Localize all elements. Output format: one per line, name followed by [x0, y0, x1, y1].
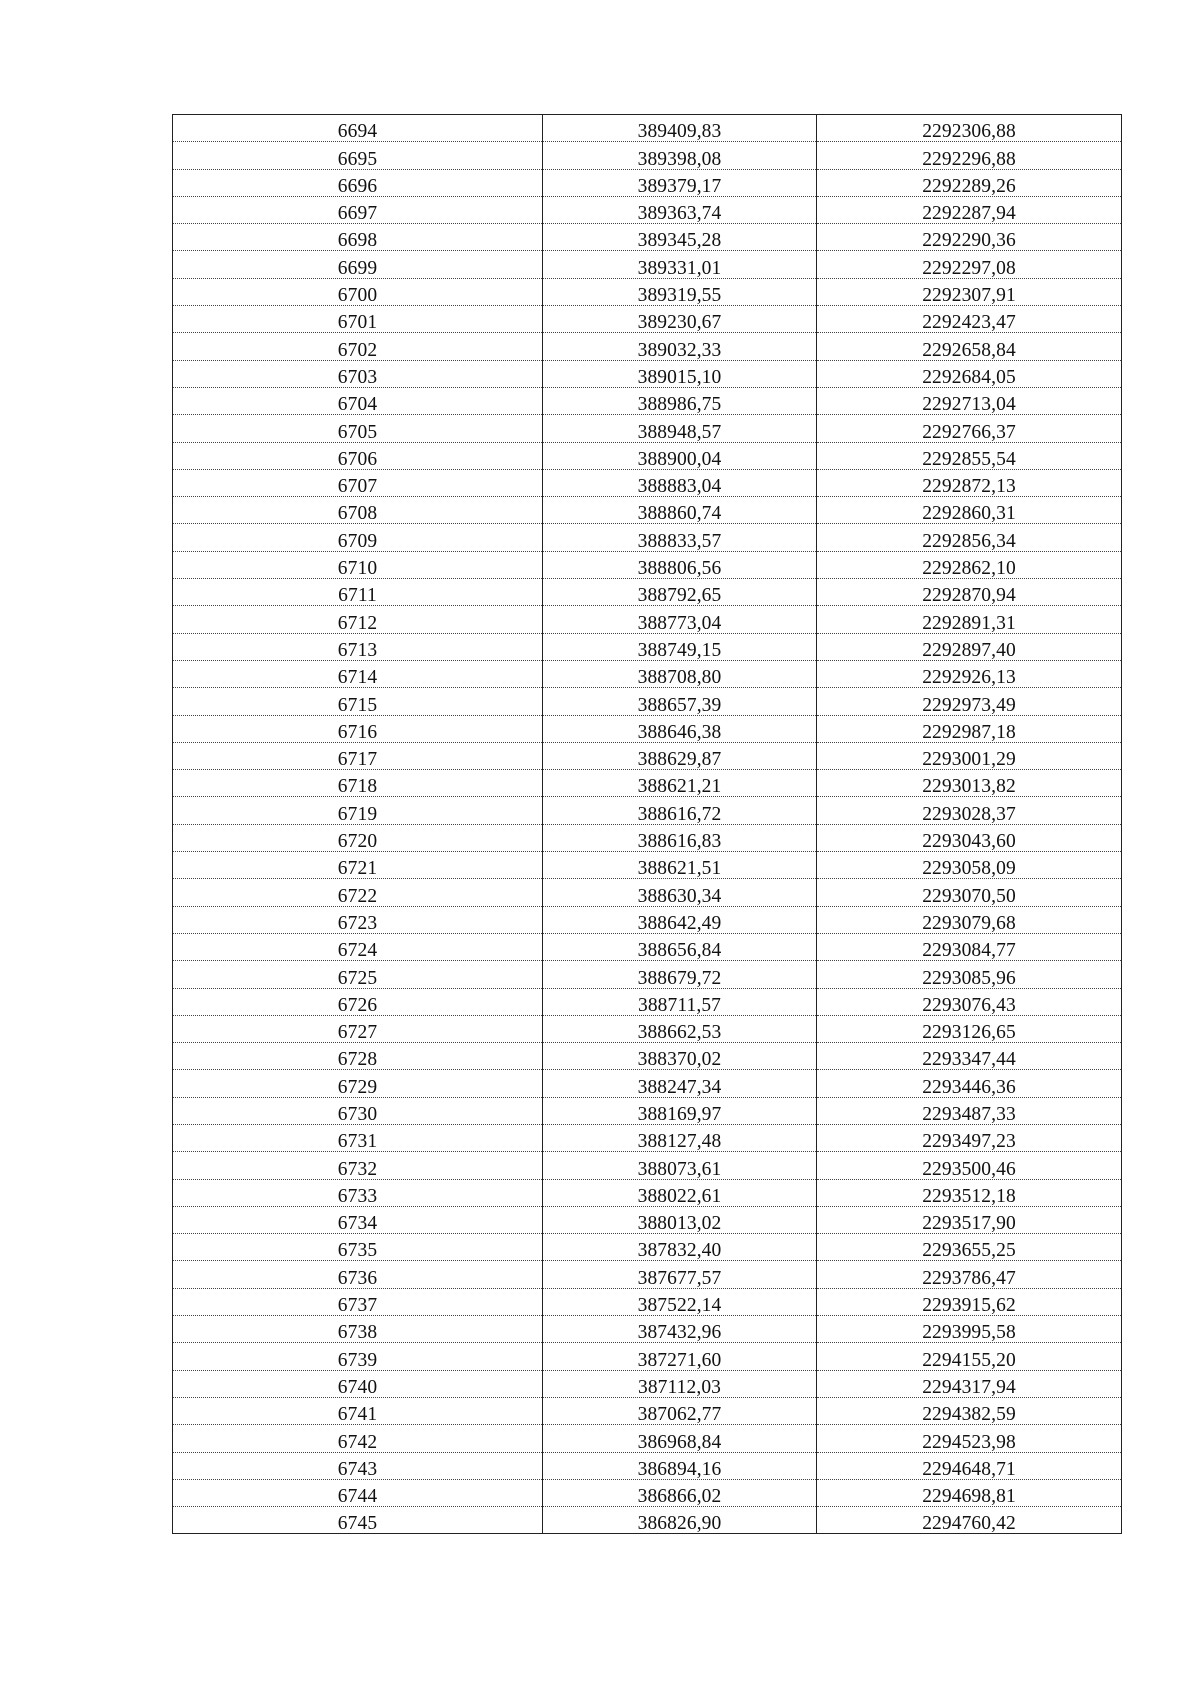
x-coordinate-cell: 387432,96: [543, 1316, 817, 1343]
point-number-cell: 6735: [173, 1234, 543, 1261]
point-number-cell: 6732: [173, 1152, 543, 1179]
table-row: [173, 1097, 1122, 1124]
x-coordinate-cell: 388656,84: [543, 933, 817, 960]
table-row: [173, 933, 1122, 960]
table-row: [173, 1152, 1122, 1179]
point-number-cell: 6721: [173, 852, 543, 879]
table-row: [173, 1015, 1122, 1042]
table-row: [173, 415, 1122, 442]
table-row: [173, 551, 1122, 578]
x-coordinate-cell: 388621,21: [543, 770, 817, 797]
table-row: [173, 360, 1122, 387]
x-coordinate-cell: 388642,49: [543, 906, 817, 933]
x-coordinate-cell: 387112,03: [543, 1370, 817, 1397]
point-number-cell: 6730: [173, 1097, 543, 1124]
x-coordinate-cell: 388646,38: [543, 715, 817, 742]
point-number-cell: 6736: [173, 1261, 543, 1288]
x-coordinate-cell: 388749,15: [543, 633, 817, 660]
x-coordinate-cell: 388621,51: [543, 852, 817, 879]
y-coordinate-cell: 2292307,91: [817, 278, 1122, 305]
x-coordinate-cell: 387677,57: [543, 1261, 817, 1288]
table-row: [173, 1452, 1122, 1479]
table-row: [173, 1124, 1122, 1151]
coordinates-table-body: [173, 115, 1122, 1534]
y-coordinate-cell: 2294317,94: [817, 1370, 1122, 1397]
y-coordinate-cell: 2292297,08: [817, 251, 1122, 278]
point-number-cell: 6694: [173, 115, 543, 142]
point-number-cell: 6727: [173, 1015, 543, 1042]
table-row: [173, 442, 1122, 469]
point-number-cell: 6697: [173, 196, 543, 223]
table-row: [173, 824, 1122, 851]
point-number-cell: 6715: [173, 688, 543, 715]
point-number-cell: 6705: [173, 415, 543, 442]
point-number-cell: 6703: [173, 360, 543, 387]
table-row: [173, 961, 1122, 988]
y-coordinate-cell: 2293487,33: [817, 1097, 1122, 1124]
y-coordinate-cell: 2293076,43: [817, 988, 1122, 1015]
table-row: [173, 1343, 1122, 1370]
point-number-cell: 6718: [173, 770, 543, 797]
table-row: [173, 142, 1122, 169]
y-coordinate-cell: 2292289,26: [817, 169, 1122, 196]
x-coordinate-cell: 388073,61: [543, 1152, 817, 1179]
y-coordinate-cell: 2292862,10: [817, 551, 1122, 578]
y-coordinate-cell: 2292684,05: [817, 360, 1122, 387]
x-coordinate-cell: 387832,40: [543, 1234, 817, 1261]
y-coordinate-cell: 2293058,09: [817, 852, 1122, 879]
x-coordinate-cell: 389015,10: [543, 360, 817, 387]
y-coordinate-cell: 2293517,90: [817, 1206, 1122, 1233]
table-row: [173, 742, 1122, 769]
point-number-cell: 6696: [173, 169, 543, 196]
y-coordinate-cell: 2293126,65: [817, 1015, 1122, 1042]
point-number-cell: 6745: [173, 1507, 543, 1534]
table-row: [173, 387, 1122, 414]
y-coordinate-cell: 2293446,36: [817, 1070, 1122, 1097]
x-coordinate-cell: 389409,83: [543, 115, 817, 142]
x-coordinate-cell: 388616,83: [543, 824, 817, 851]
x-coordinate-cell: 388986,75: [543, 387, 817, 414]
y-coordinate-cell: 2292891,31: [817, 606, 1122, 633]
point-number-cell: 6726: [173, 988, 543, 1015]
table-row: [173, 906, 1122, 933]
point-number-cell: 6707: [173, 469, 543, 496]
point-number-cell: 6700: [173, 278, 543, 305]
point-number-cell: 6739: [173, 1343, 543, 1370]
point-number-cell: 6733: [173, 1179, 543, 1206]
x-coordinate-cell: 388773,04: [543, 606, 817, 633]
x-coordinate-cell: 387062,77: [543, 1397, 817, 1424]
x-coordinate-cell: 388370,02: [543, 1043, 817, 1070]
y-coordinate-cell: 2294523,98: [817, 1425, 1122, 1452]
table-row: [173, 524, 1122, 551]
x-coordinate-cell: 388711,57: [543, 988, 817, 1015]
x-coordinate-cell: 388860,74: [543, 497, 817, 524]
point-number-cell: 6719: [173, 797, 543, 824]
x-coordinate-cell: 388662,53: [543, 1015, 817, 1042]
x-coordinate-cell: 388679,72: [543, 961, 817, 988]
table-row: [173, 1316, 1122, 1343]
point-number-cell: 6706: [173, 442, 543, 469]
y-coordinate-cell: 2292870,94: [817, 579, 1122, 606]
y-coordinate-cell: 2293084,77: [817, 933, 1122, 960]
point-number-cell: 6699: [173, 251, 543, 278]
table-row: [173, 715, 1122, 742]
table-row: [173, 333, 1122, 360]
x-coordinate-cell: 389331,01: [543, 251, 817, 278]
point-number-cell: 6740: [173, 1370, 543, 1397]
y-coordinate-cell: 2293013,82: [817, 770, 1122, 797]
point-number-cell: 6701: [173, 306, 543, 333]
point-number-cell: 6710: [173, 551, 543, 578]
point-number-cell: 6722: [173, 879, 543, 906]
y-coordinate-cell: 2293915,62: [817, 1288, 1122, 1315]
point-number-cell: 6720: [173, 824, 543, 851]
x-coordinate-cell: 388657,39: [543, 688, 817, 715]
y-coordinate-cell: 2294155,20: [817, 1343, 1122, 1370]
y-coordinate-cell: 2293500,46: [817, 1152, 1122, 1179]
y-coordinate-cell: 2292855,54: [817, 442, 1122, 469]
x-coordinate-cell: 388806,56: [543, 551, 817, 578]
point-number-cell: 6723: [173, 906, 543, 933]
y-coordinate-cell: 2294648,71: [817, 1452, 1122, 1479]
point-number-cell: 6741: [173, 1397, 543, 1424]
x-coordinate-cell: 389230,67: [543, 306, 817, 333]
point-number-cell: 6731: [173, 1124, 543, 1151]
y-coordinate-cell: 2292306,88: [817, 115, 1122, 142]
x-coordinate-cell: 386894,16: [543, 1452, 817, 1479]
x-coordinate-cell: 389345,28: [543, 224, 817, 251]
table-row: [173, 879, 1122, 906]
table-row: [173, 797, 1122, 824]
x-coordinate-cell: 388883,04: [543, 469, 817, 496]
y-coordinate-cell: 2292926,13: [817, 660, 1122, 687]
table-row: [173, 660, 1122, 687]
y-coordinate-cell: 2293085,96: [817, 961, 1122, 988]
point-number-cell: 6714: [173, 660, 543, 687]
table-row: [173, 1179, 1122, 1206]
table-row: [173, 1234, 1122, 1261]
point-number-cell: 6725: [173, 961, 543, 988]
table-row: [173, 633, 1122, 660]
point-number-cell: 6742: [173, 1425, 543, 1452]
table-row: [173, 1070, 1122, 1097]
x-coordinate-cell: 389363,74: [543, 196, 817, 223]
y-coordinate-cell: 2292860,31: [817, 497, 1122, 524]
point-number-cell: 6724: [173, 933, 543, 960]
y-coordinate-cell: 2293043,60: [817, 824, 1122, 851]
y-coordinate-cell: 2293655,25: [817, 1234, 1122, 1261]
y-coordinate-cell: 2292872,13: [817, 469, 1122, 496]
y-coordinate-cell: 2292973,49: [817, 688, 1122, 715]
x-coordinate-cell: 387522,14: [543, 1288, 817, 1315]
y-coordinate-cell: 2292296,88: [817, 142, 1122, 169]
y-coordinate-cell: 2292658,84: [817, 333, 1122, 360]
y-coordinate-cell: 2293347,44: [817, 1043, 1122, 1070]
point-number-cell: 6737: [173, 1288, 543, 1315]
y-coordinate-cell: 2293512,18: [817, 1179, 1122, 1206]
y-coordinate-cell: 2292897,40: [817, 633, 1122, 660]
y-coordinate-cell: 2293001,29: [817, 742, 1122, 769]
y-coordinate-cell: 2292290,36: [817, 224, 1122, 251]
x-coordinate-cell: 388127,48: [543, 1124, 817, 1151]
x-coordinate-cell: 388013,02: [543, 1206, 817, 1233]
y-coordinate-cell: 2293028,37: [817, 797, 1122, 824]
x-coordinate-cell: 388616,72: [543, 797, 817, 824]
y-coordinate-cell: 2292987,18: [817, 715, 1122, 742]
table-row: [173, 469, 1122, 496]
y-coordinate-cell: 2293079,68: [817, 906, 1122, 933]
table-row: [173, 1397, 1122, 1424]
point-number-cell: 6704: [173, 387, 543, 414]
x-coordinate-cell: 389032,33: [543, 333, 817, 360]
y-coordinate-cell: 2293786,47: [817, 1261, 1122, 1288]
x-coordinate-cell: 388022,61: [543, 1179, 817, 1206]
table-row: [173, 606, 1122, 633]
coordinates-table: [172, 114, 1122, 1534]
table-row: [173, 1043, 1122, 1070]
point-number-cell: 6702: [173, 333, 543, 360]
point-number-cell: 6712: [173, 606, 543, 633]
table-row: [173, 770, 1122, 797]
y-coordinate-cell: 2292766,37: [817, 415, 1122, 442]
point-number-cell: 6709: [173, 524, 543, 551]
y-coordinate-cell: 2292287,94: [817, 196, 1122, 223]
table-row: [173, 579, 1122, 606]
y-coordinate-cell: 2292856,34: [817, 524, 1122, 551]
table-row: [173, 224, 1122, 251]
table-row: [173, 251, 1122, 278]
x-coordinate-cell: 388169,97: [543, 1097, 817, 1124]
y-coordinate-cell: 2292713,04: [817, 387, 1122, 414]
point-number-cell: 6734: [173, 1206, 543, 1233]
point-number-cell: 6717: [173, 742, 543, 769]
table-row: [173, 988, 1122, 1015]
x-coordinate-cell: 386866,02: [543, 1479, 817, 1506]
table-row: [173, 1370, 1122, 1397]
x-coordinate-cell: 386826,90: [543, 1507, 817, 1534]
x-coordinate-cell: 389398,08: [543, 142, 817, 169]
x-coordinate-cell: 388629,87: [543, 742, 817, 769]
table-row: [173, 1261, 1122, 1288]
y-coordinate-cell: 2293497,23: [817, 1124, 1122, 1151]
x-coordinate-cell: 386968,84: [543, 1425, 817, 1452]
table-row: [173, 852, 1122, 879]
table-row: [173, 1479, 1122, 1506]
point-number-cell: 6728: [173, 1043, 543, 1070]
x-coordinate-cell: 389319,55: [543, 278, 817, 305]
x-coordinate-cell: 388948,57: [543, 415, 817, 442]
point-number-cell: 6711: [173, 579, 543, 606]
table-row: [173, 497, 1122, 524]
x-coordinate-cell: 388792,65: [543, 579, 817, 606]
table-row: [173, 688, 1122, 715]
x-coordinate-cell: 388630,34: [543, 879, 817, 906]
y-coordinate-cell: 2293995,58: [817, 1316, 1122, 1343]
y-coordinate-cell: 2294698,81: [817, 1479, 1122, 1506]
x-coordinate-cell: 388708,80: [543, 660, 817, 687]
x-coordinate-cell: 389379,17: [543, 169, 817, 196]
point-number-cell: 6708: [173, 497, 543, 524]
table-row: [173, 1288, 1122, 1315]
table-row: [173, 115, 1122, 142]
y-coordinate-cell: 2294760,42: [817, 1507, 1122, 1534]
table-row: [173, 169, 1122, 196]
x-coordinate-cell: 388833,57: [543, 524, 817, 551]
point-number-cell: 6729: [173, 1070, 543, 1097]
point-number-cell: 6698: [173, 224, 543, 251]
table-row: [173, 1206, 1122, 1233]
point-number-cell: 6743: [173, 1452, 543, 1479]
y-coordinate-cell: 2293070,50: [817, 879, 1122, 906]
point-number-cell: 6695: [173, 142, 543, 169]
table-row: [173, 278, 1122, 305]
table-row: [173, 1425, 1122, 1452]
point-number-cell: 6713: [173, 633, 543, 660]
x-coordinate-cell: 388247,34: [543, 1070, 817, 1097]
y-coordinate-cell: 2292423,47: [817, 306, 1122, 333]
point-number-cell: 6744: [173, 1479, 543, 1506]
x-coordinate-cell: 387271,60: [543, 1343, 817, 1370]
y-coordinate-cell: 2294382,59: [817, 1397, 1122, 1424]
table-row: [173, 196, 1122, 223]
table-row: [173, 306, 1122, 333]
point-number-cell: 6716: [173, 715, 543, 742]
x-coordinate-cell: 388900,04: [543, 442, 817, 469]
point-number-cell: 6738: [173, 1316, 543, 1343]
table-row: [173, 1507, 1122, 1534]
